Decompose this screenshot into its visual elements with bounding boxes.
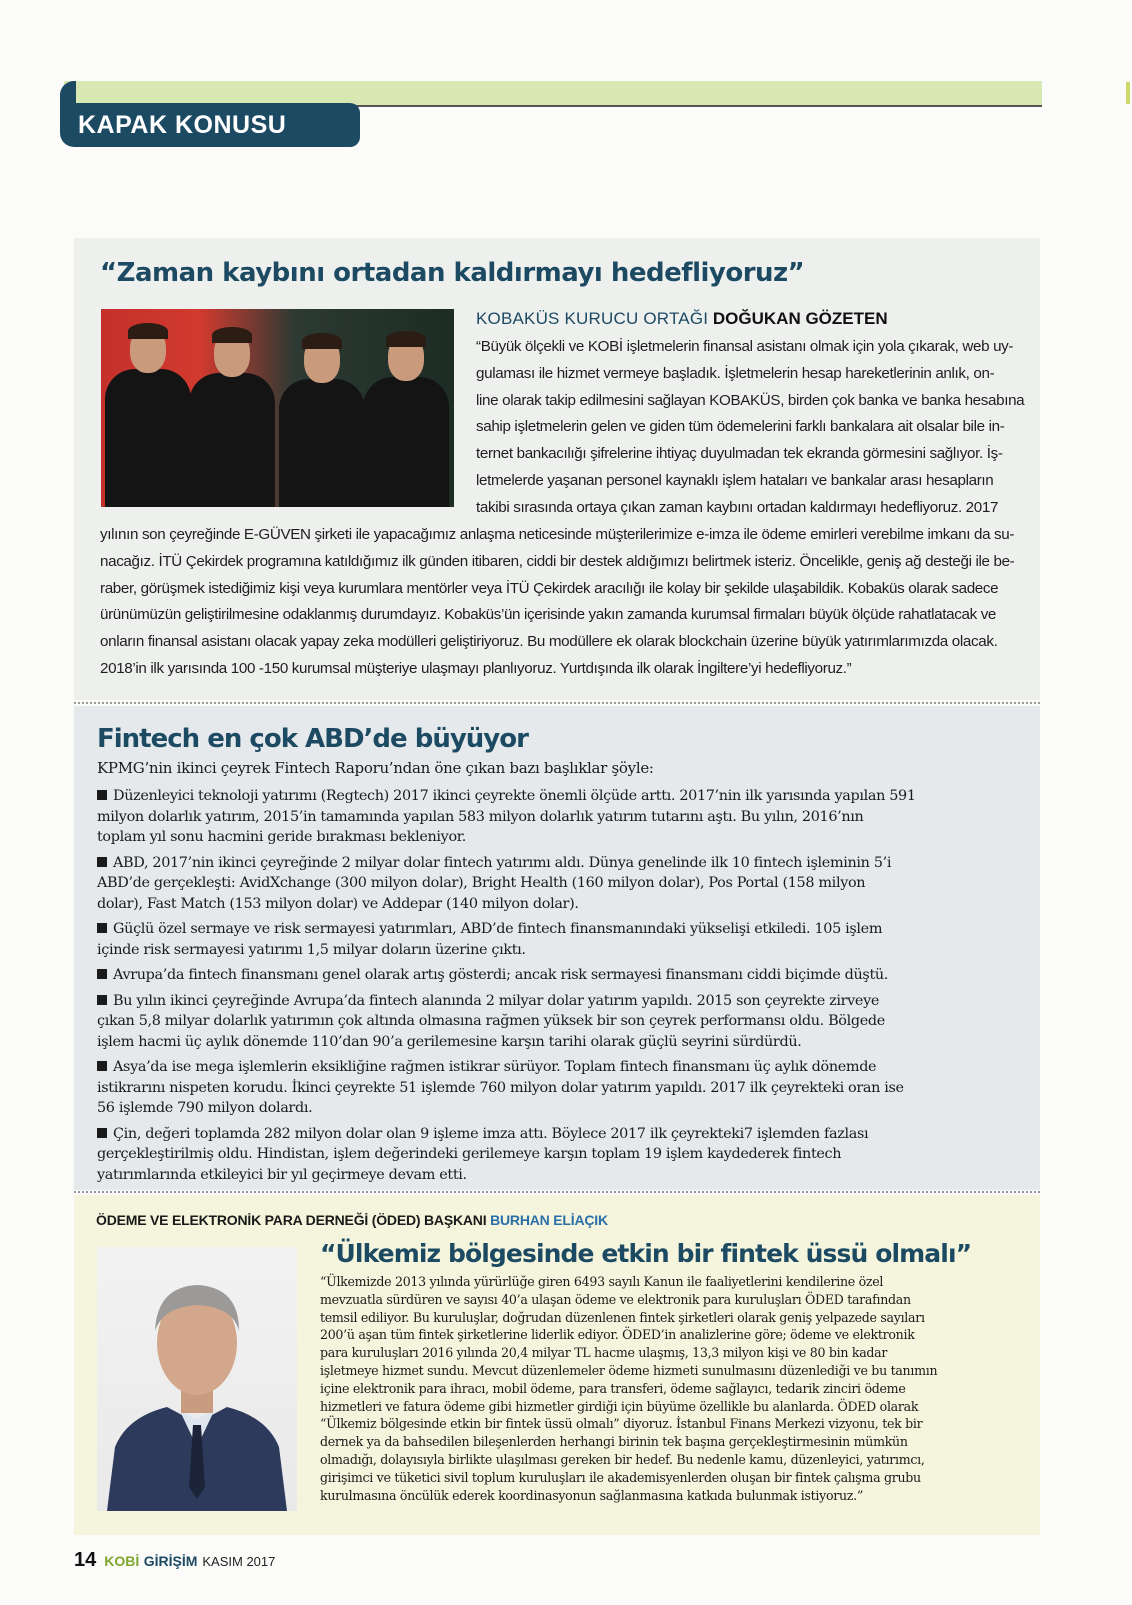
kobakus-byline [476, 309, 888, 329]
kobakus-headline: “Zaman kaybını ortadan kaldırmayı hedefliyoruz” [100, 258, 805, 288]
kobakus-text-narrow [476, 334, 1024, 522]
text-line: temsil ediliyor. Bu kuruluşlar, doğrudan düzenlenen fintek şirketleri olarak geniş yelpazede sayıları [320, 1309, 925, 1325]
page-footer [74, 1549, 275, 1572]
text-line: işletmeye hizmet sundu. Mevcut düzenlemeler ödeme hizmeti sunulmasını düzenlediği ve bu tanımın [320, 1362, 938, 1378]
text-line: olmadığı, dolayısıyla birlikte ulaşılması gereken bir hedef. Bu nedenle kamu, düzenleyici, yatırımcı, [320, 1451, 925, 1467]
fintech-bullet [97, 965, 1017, 986]
square-bullet-icon [97, 995, 107, 1005]
text-line: raber, görüşmek istediğimiz kişi veya kurumlara mentörler veya İTÜ Çekirdek aracılığı ile kolay bir şekilde ulaşabildik. Kobaküs olarak sadece [100, 579, 999, 597]
kobakus-role: KOBAKÜS KURUCU ORTAĞI [476, 309, 709, 328]
dotted-divider [74, 702, 1040, 704]
text-line: letmelerde yaşanan personel kaynaklı işlem hataları ve bankalar arası hesapların [476, 471, 994, 489]
text-line: ABD, 2017’nin ikinci çeyreğinde 2 milyar dolar fintech yatırımı aldı. Dünya genelinde ilk 10 fintech işleminin 5’i [113, 854, 892, 871]
text-line: takibi sırasında ortaya çıkan zaman kaybını ortadan kaldırmayı hedefliyoruz. 2017 [476, 498, 999, 516]
oded-byline [96, 1212, 608, 1228]
text-line: kurulmasına öncülük ederek koordinasyonun sağlanmasına katkıda bulunmak istiyoruz.” [320, 1487, 863, 1503]
oded-headline: “Ülkemiz bölgesinde etkin bir fintek üssü olmalı” [320, 1239, 972, 1268]
text-line: “Büyük ölçekli ve KOBİ işletmelerin finansal asistanı olmak için yola çıkarak, web uy- [476, 338, 1014, 355]
text-line: line olarak takip edilmesini sağlayan KOBAKÜS, birden çok banka ve banka hesabına [476, 391, 1025, 409]
fintech-bullet-list [97, 786, 1017, 1190]
oded-portrait-photo [97, 1247, 297, 1511]
text-line: “Ülkemiz bölgesinde etkin bir fintek üssü olmalı” diyoruz. İstanbul Finans Merkezi vizyonu, tek bir [320, 1416, 923, 1432]
oded-role: ÖDEME VE ELEKTRONİK PARA DERNEĞİ (ÖDED) BAŞKANI [96, 1212, 487, 1228]
text-line: girişimci ve tüketici sivil toplum kuruluşları ile akademisyenlerden oluşan bir fintek çalışma grubu [320, 1469, 921, 1485]
text-line: 2018’in ilk yarısında 100 -150 kurumsal müşteriye ulaşmayı planlıyoruz. Yurtdışında ilk olarak İngiltere’yi hedefliyoruz.” [100, 659, 852, 677]
fintech-bullet [97, 991, 1017, 1053]
text-line: 56 işlemde 790 milyon dolardı. [97, 1100, 313, 1116]
text-line: “Ülkemizde 2013 yılında yürürlüğe giren 6493 sayılı Kanun ile faaliyetlerini kendilerine özel [320, 1274, 884, 1289]
text-line: Bu yılın ikinci çeyreğinde Avrupa’da fintech alanında 2 milyar dolar yatırım yapıldı. 2015 son çeyrekte zirveye [113, 992, 880, 1009]
fintech-bullet [97, 1124, 1017, 1186]
fintech-bullet [97, 1057, 1017, 1119]
square-bullet-icon [97, 969, 107, 979]
text-line: toplam yıl sonu hacmini geride bırakması bekleniyor. [97, 829, 466, 845]
square-bullet-icon [97, 923, 107, 933]
text-line: Düzenleyici teknoloji yatırımı (Regtech) 2017 ikinci çeyrekte önemli ölçüde arttı. 2017’nin ilk yarısında yapılan 591 [113, 788, 916, 804]
text-line: milyon dolarlık yatırım, 2015’in tamamında yapılan 583 milyon dolarlık yatırım tutarını aştı. Bu yılın, 2016’nın [97, 808, 864, 825]
text-line: Avrupa’da fintech finansmanı genel olarak artış gösterdi; ancak risk sermayesi finansmanı ciddi biçimde düştü. [113, 967, 889, 983]
square-bullet-icon [97, 1061, 107, 1071]
text-line: sahip işletmelerin gelen ve giden tüm ödemelerini farklı bankalara ait olsalar bile in- [476, 418, 1005, 436]
page-number: 14 [74, 1549, 97, 1571]
founder-figure [105, 327, 191, 507]
text-line: hizmetleri ve fatura ödeme gibi hizmetler girdiği için büyüme özellikle bu alanlarda. ÖDED olarak [320, 1398, 919, 1414]
text-line: gulaması ile hizmet vermeye başladık. İşletmelerin hesap hareketlerinin anlık, on- [476, 364, 995, 382]
text-line: 200’ü aşan tüm fintek şirketlerine liderlik ediyor. ÖDED’in analizlerine göre; ödeme ve elektronik [320, 1327, 915, 1343]
fintech-intro: KPMG’nin ikinci çeyrek Fintech Raporu’ndan öne çıkan bazı başlıklar şöyle: [97, 759, 654, 777]
section-label-badge: KAPAK KONUSU [60, 103, 360, 147]
text-line: dernek ya da bahsedilen bileşenlerden herhangi birinin tek başına gerçekleştirmesinin mümkün [320, 1434, 908, 1450]
founder-figure [189, 331, 275, 507]
text-line: nacağız. İTÜ Çekirdek programına katıldığımız ilk günden itibaren, ciddi bir destek aldığımızı belirtmek isteriz. Öncelikle, geniş ağ desteği ile be- [100, 552, 1015, 570]
oded-person-name: BURHAN ELİAÇIK [490, 1212, 608, 1228]
kobakus-founders-photo [101, 309, 454, 507]
brand-kobi: KOBİ [104, 1553, 140, 1569]
text-line: istikrarını nispeten korudu. İkinci çeyrekte 51 işlemde 760 milyon dolar yatırım yapıldı. 2017 ilk çeyrekteki oran ise [97, 1079, 904, 1096]
text-line: ternet bankacılığı şifrelerine ihtiyaç duyulmadan tek ekranda görmesini sağlıyor. İş- [476, 445, 1003, 463]
text-line: çıkan 5,8 milyar dolarlık yatırımın çok altında olmasına rağmen yüksek bir son çeyrek performansı oldu. Bölgede [97, 1013, 885, 1029]
square-bullet-icon [97, 790, 107, 800]
fintech-bullet [97, 919, 1017, 960]
square-bullet-icon [97, 857, 107, 867]
issue-date: KASIM 2017 [202, 1554, 276, 1569]
text-line: işlem hacmi üç aylık dönemde 110’dan 90’a gerilemesine karşın tarihi olarak güçlü seyrini sürdürdü. [97, 1033, 802, 1050]
text-line: içine elektronik para ihracı, mobil ödeme, para transferi, ödeme sağlayıcı, tedarik zinciri ödeme [320, 1380, 906, 1396]
founder-figure [363, 335, 449, 507]
founder-figure [279, 337, 365, 507]
kobakus-text-wide [100, 522, 1014, 683]
kobakus-person-name: DOĞUKAN GÖZETEN [712, 309, 888, 328]
text-line: içinde risk sermayesi yatırımı 1,5 milyar doların üzerine çıktı. [97, 941, 526, 958]
portrait-illustration [97, 1247, 297, 1511]
dotted-divider [74, 1191, 1040, 1193]
text-line: onların finansal asistanı olacak yapay zeka modülleri geliştiriyoruz. Bu modüllere ek olarak blockchain üzerine büyük yatırımlarımızda olacak. [100, 633, 998, 651]
square-bullet-icon [97, 1128, 107, 1138]
text-line: Asya’da ise mega işlemlerin eksikliğine rağmen istikrar sürüyor. Toplam fintech finansmanı üç aylık dönemde [113, 1059, 877, 1075]
text-line: ürünümüzün geliştirilmesine odaklanmış durumdayız. Kobaküs’ün içerisinde yakın zamanda kurumsal firmaları büyük ölçüde rahatlatacak ve [100, 606, 997, 624]
text-line: mevzuatla sürdüren ve sayısı 40’a ulaşan ödeme ve elektronik para kuruluşları ÖDED tarafından [320, 1291, 911, 1307]
fintech-bullet [97, 853, 1017, 915]
fintech-bullet [97, 786, 1017, 848]
brand-girisim: GİRİŞİM [143, 1553, 198, 1569]
text-line: yatırımlarında etkileyici bir yıl geçirmeye devam etti. [97, 1166, 467, 1183]
fintech-headline: Fintech en çok ABD’de büyüyor [97, 724, 528, 754]
edge-color-mark [1126, 82, 1130, 104]
text-line: dolar), Fast Match (153 milyon dolar) ve Addepar (140 milyon dolar). [97, 895, 579, 912]
text-line: gerçekleştirilmiş oldu. Hindistan, işlem değerindeki gerilemeye karşın toplam 19 işlem kaydederek fintech [97, 1146, 842, 1162]
text-line: para kuruluşları 2016 yılında 20,4 milyar TL hacme ulaşmış, 13,3 milyon kişi ve 80 bin kadar [320, 1345, 888, 1361]
text-line: Güçlü özel sermaye ve risk sermayesi yatırımları, ABD’de fintech finansmanındaki yükselişi etkiledi. 105 işlem [113, 921, 883, 937]
text-line: ABD’de gerçekleşti: AvidXchange (300 milyon dolar), Bright Health (160 milyon dolar), Pos Portal (158 milyon [97, 875, 866, 891]
oded-text [320, 1273, 937, 1504]
text-line: Çin, değeri toplamda 282 milyon dolar olan 9 işleme imza attı. Böylece 2017 ilk çeyrekteki7 işlemden fazlası [113, 1125, 869, 1142]
text-line: yılının son çeyreğinde E-GÜVEN şirketi ile yapacağımız anlaşma neticesinde müşterilerimize e-imza ile ödeme emirleri verebilme imkanı da su- [100, 526, 1015, 543]
